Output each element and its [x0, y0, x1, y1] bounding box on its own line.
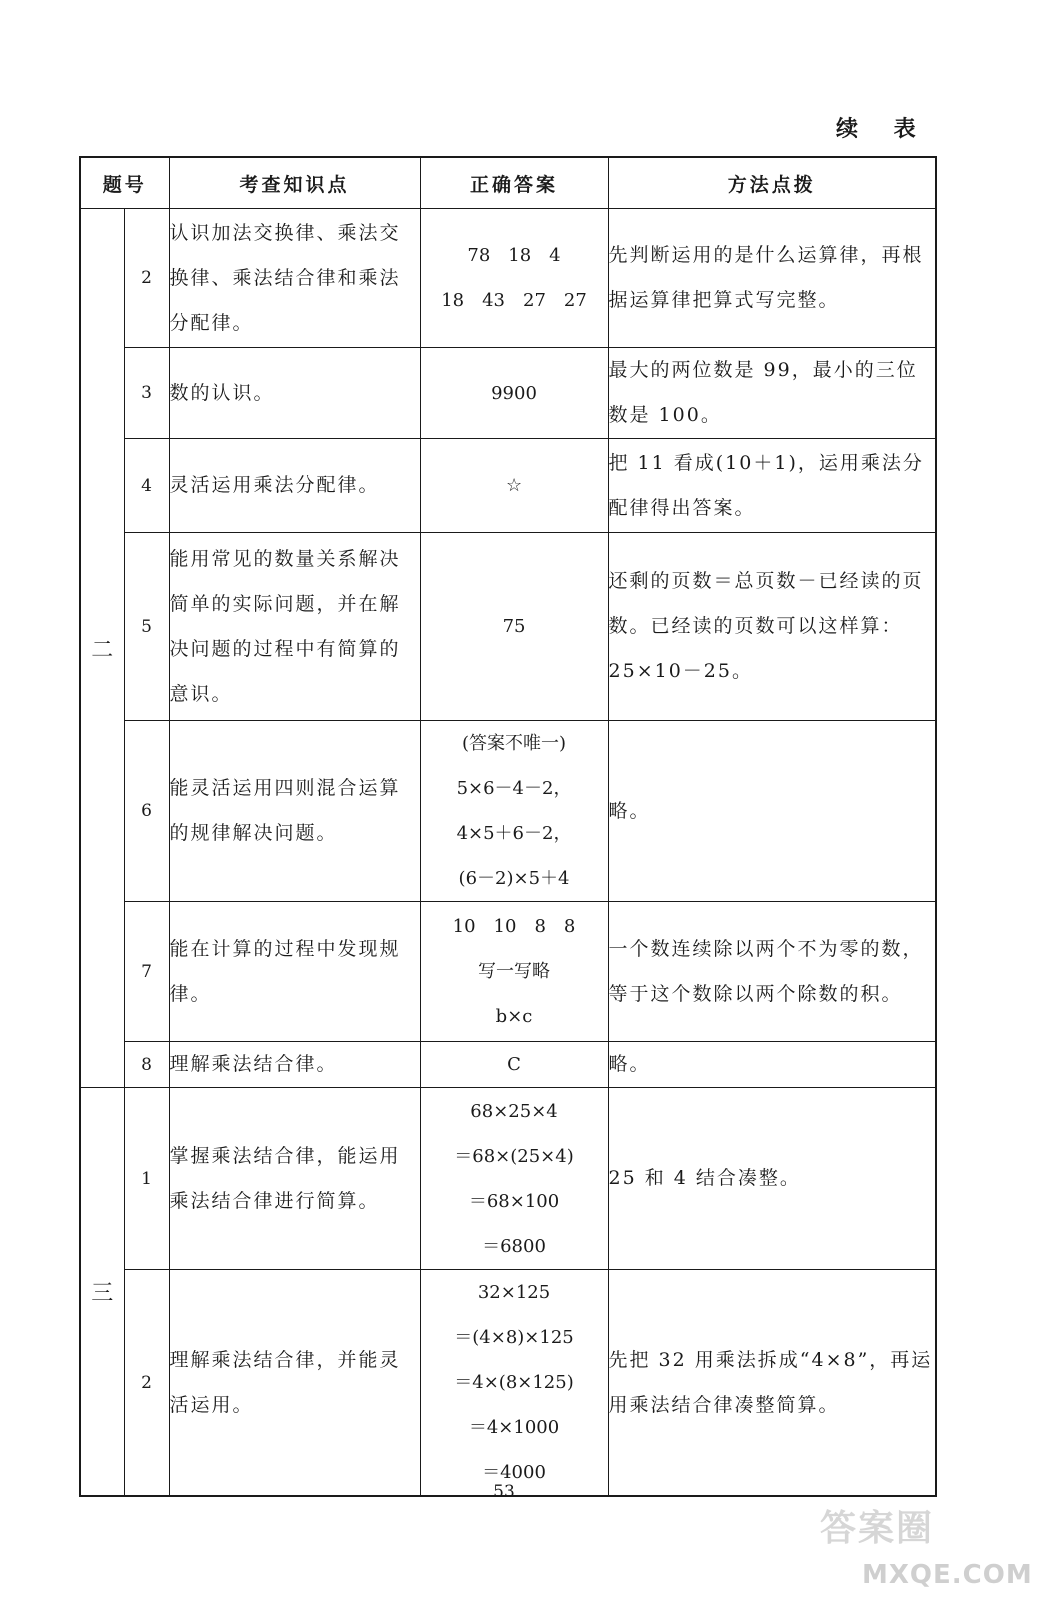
method-cell: 还剩的页数＝总页数－已经读的页数。已经读的页数可以这样算：25×10－25。: [608, 533, 936, 721]
table-row: [80, 721, 936, 902]
section-label: 二: [80, 209, 124, 1088]
knowledge-cell: 灵活运用乘法分配律。: [169, 439, 420, 533]
header-method-tip: 方法点拨: [608, 157, 936, 209]
continued-table-label: 续 表: [836, 117, 930, 142]
table-row: [80, 533, 936, 721]
knowledge-cell: 数的认识。: [169, 348, 420, 439]
table-row: [80, 348, 936, 439]
question-number: 3: [124, 348, 169, 439]
answer-cell: ☆: [420, 439, 608, 533]
knowledge-cell: 能用常见的数量关系解决简单的实际问题，并在解决问题的过程中有简算的意识。: [169, 533, 420, 721]
question-number: 4: [124, 439, 169, 533]
page-number: 53: [493, 1482, 515, 1502]
header-knowledge-point: 考查知识点: [169, 157, 420, 209]
answer-cell: 32×125 ＝(4×8)×125 ＝4×(8×125) ＝4×1000 ＝4000: [420, 1270, 608, 1497]
method-cell: 把 11 看成(10＋1)，运用乘法分配律得出答案。: [608, 439, 936, 533]
answer-cell: C: [420, 1042, 608, 1088]
question-number: 5: [124, 533, 169, 721]
section-label: 三: [80, 1088, 124, 1497]
knowledge-cell: 能在计算的过程中发现规律。: [169, 902, 420, 1042]
method-cell: 25 和 4 结合凑整。: [608, 1088, 936, 1270]
method-cell: 一个数连续除以两个不为零的数，等于这个数除以两个除数的积。: [608, 902, 936, 1042]
knowledge-cell: 认识加法交换律、乘法交换律、乘法结合律和乘法分配律。: [169, 209, 420, 348]
header-question-number: 题号: [80, 157, 169, 209]
watermark-logo: 答案圈: [820, 1508, 935, 1549]
answer-cell: 9900: [420, 348, 608, 439]
question-number: 7: [124, 902, 169, 1042]
answer-cell: (答案不唯一) 5×6－4－2， 4×5＋6－2， (6－2)×5＋4: [420, 721, 608, 902]
watermark-site: MXQE.COM: [862, 1560, 1033, 1590]
table-row: [80, 1270, 936, 1497]
knowledge-cell: 理解乘法结合律，并能灵活运用。: [169, 1270, 420, 1497]
question-number: 2: [124, 1270, 169, 1497]
answer-cell: 68×25×4 ＝68×(25×4) ＝68×100 ＝6800: [420, 1088, 608, 1270]
knowledge-cell: 理解乘法结合律。: [169, 1042, 420, 1088]
question-number: 6: [124, 721, 169, 902]
method-cell: 先把 32 用乘法拆成“4×8”，再运用乘法结合律凑整简算。: [608, 1270, 936, 1497]
method-cell: 先判断运用的是什么运算律，再根据运算律把算式写完整。: [608, 209, 936, 348]
table-row: [80, 1042, 936, 1088]
method-cell: 略。: [608, 1042, 936, 1088]
method-cell: 略。: [608, 721, 936, 902]
knowledge-cell: 掌握乘法结合律，能运用乘法结合律进行简算。: [169, 1088, 420, 1270]
knowledge-cell: 能灵活运用四则混合运算的规律解决问题。: [169, 721, 420, 902]
header-correct-answer: 正确答案: [420, 157, 608, 209]
question-number: 8: [124, 1042, 169, 1088]
question-number: 1: [124, 1088, 169, 1270]
table-row: [80, 439, 936, 533]
answer-cell: 75: [420, 533, 608, 721]
table-row: [80, 1088, 936, 1270]
answer-table: [79, 156, 937, 1497]
answer-cell: 78 18 4 18 43 27 27: [420, 209, 608, 348]
method-cell: 最大的两位数是 99，最小的三位数是 100。: [608, 348, 936, 439]
question-number: 2: [124, 209, 169, 348]
table-row: [80, 902, 936, 1042]
table-row: [80, 209, 936, 348]
header-row: [80, 157, 936, 209]
answer-cell: 10 10 8 8 写一写略 b×c: [420, 902, 608, 1042]
